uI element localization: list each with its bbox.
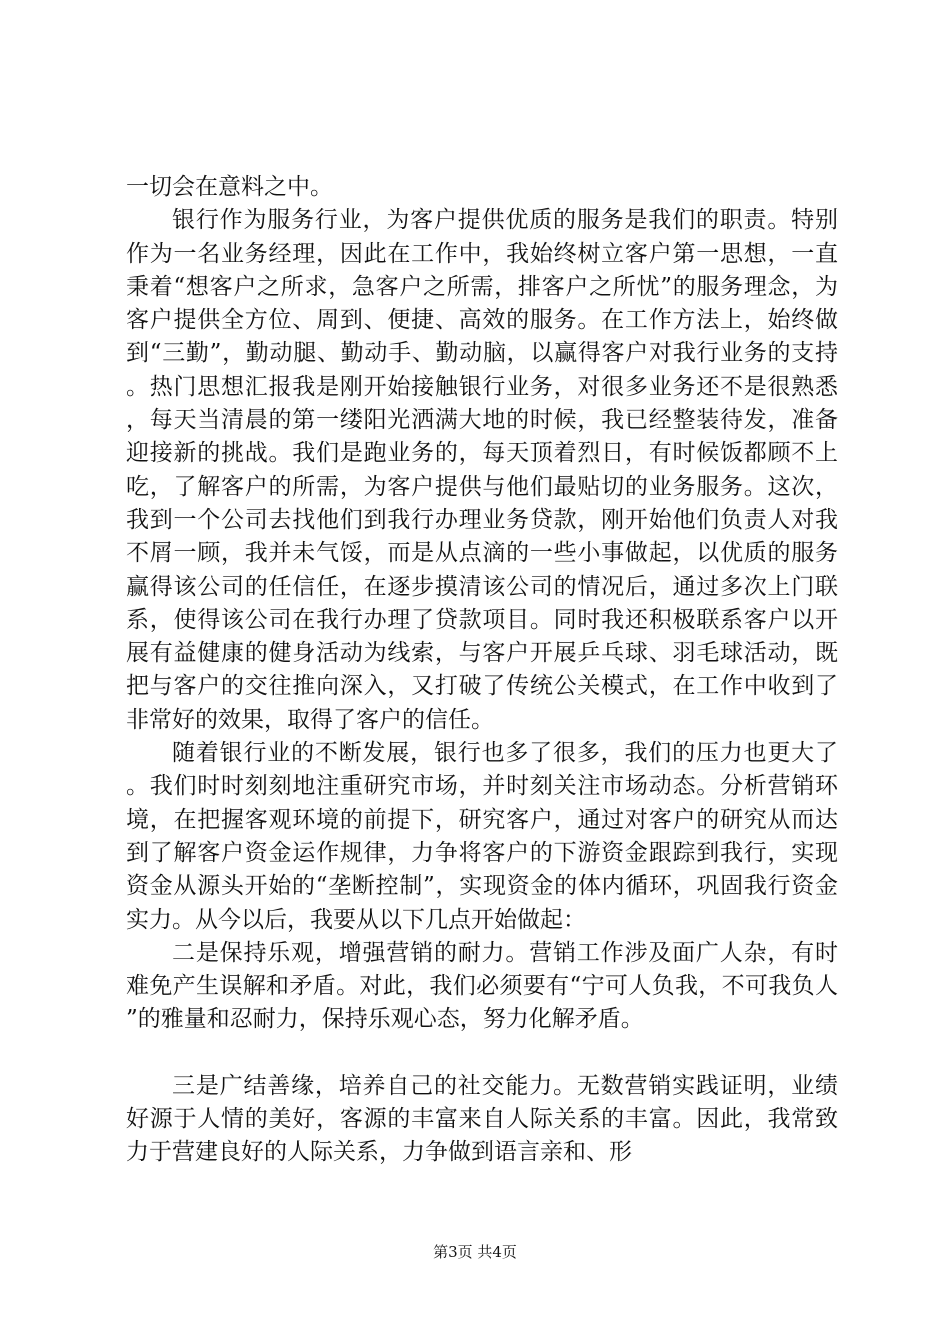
paragraph-point-two: 二是保持乐观，增强营销的耐力。营销工作涉及面广人杂，有时难免产生误解和矛盾。对此，我们必须要有“宁可人负我，不可我负人”的雅量和忍耐力，保持乐观心态，努力化解矛盾。 <box>126 939 838 1033</box>
paragraph-market-research: 随着银行业的不断发展，银行也多了很多，我们的压力也更大了。我们时时刻刻地注重研究市场，并时刻关注市场动态。分析营销环境，在把握客观环境的前提下，研究客户，通过对客户的研究从而达到了解客户资金运作规律，力争将客户的下游资金跟踪到我行，实现资金从源头开始的“垄断控制”，实现资金的体内循环，巩固我行资金实力。从今以后，我要从以下几点开始做起： <box>126 740 838 933</box>
paragraph-continuation: 一切会在意料之中。 <box>126 174 333 200</box>
page-footer: 第3页 共4页 <box>433 1243 517 1261</box>
document-body <box>126 171 838 1170</box>
paragraph-service: 银行作为服务行业，为客户提供优质的服务是我们的职责。特别作为一名业务经理，因此在工作中，我始终树立客户第一思想，一直秉着“想客户之所求，急客户之所需，排客户之所忧”的服务理念，为客户提供全方位、周到、便捷、高效的服务。在工作方法上，始终做到“三勤”，勤动腿、勤动手、勤动脑，以赢得客户对我行业务的支持。热门思想汇报我是刚开始接触银行业务，对很多业务还不是很熟悉，每天当清晨的第一缕阳光洒满大地的时候，我已经整装待发，准备迎接新的挑战。我们是跑业务的，每天顶着烈日，有时候饭都顾不上吃，了解客户的所需，为客户提供与他们最贴切的业务服务。这次，我到一个公司去找他们到我行办理业务贷款，刚开始他们负责人对我不屑一顾，我并未气馁，而是从点滴的一些小事做起，以优质的服务赢得该公司的任信任，在逐步摸清该公司的情况后，通过多次上门联系，使得该公司在我行办理了贷款项目。同时我还积极联系客户以开展有益健康的健身活动为线索，与客户开展乒乓球、羽毛球活动，既把与客户的交往推向深入，又打破了传统公关模式，在工作中收到了非常好的效果，取得了客户的信任。 <box>126 207 838 733</box>
paragraph-point-three: 三是广结善缘，培养自己的社交能力。无数营销实践证明，业绩好源于人情的美好，客源的丰富来自人际关系的丰富。因此，我常致力于营建良好的人际关系，力争做到语言亲和、形 <box>126 1072 838 1166</box>
